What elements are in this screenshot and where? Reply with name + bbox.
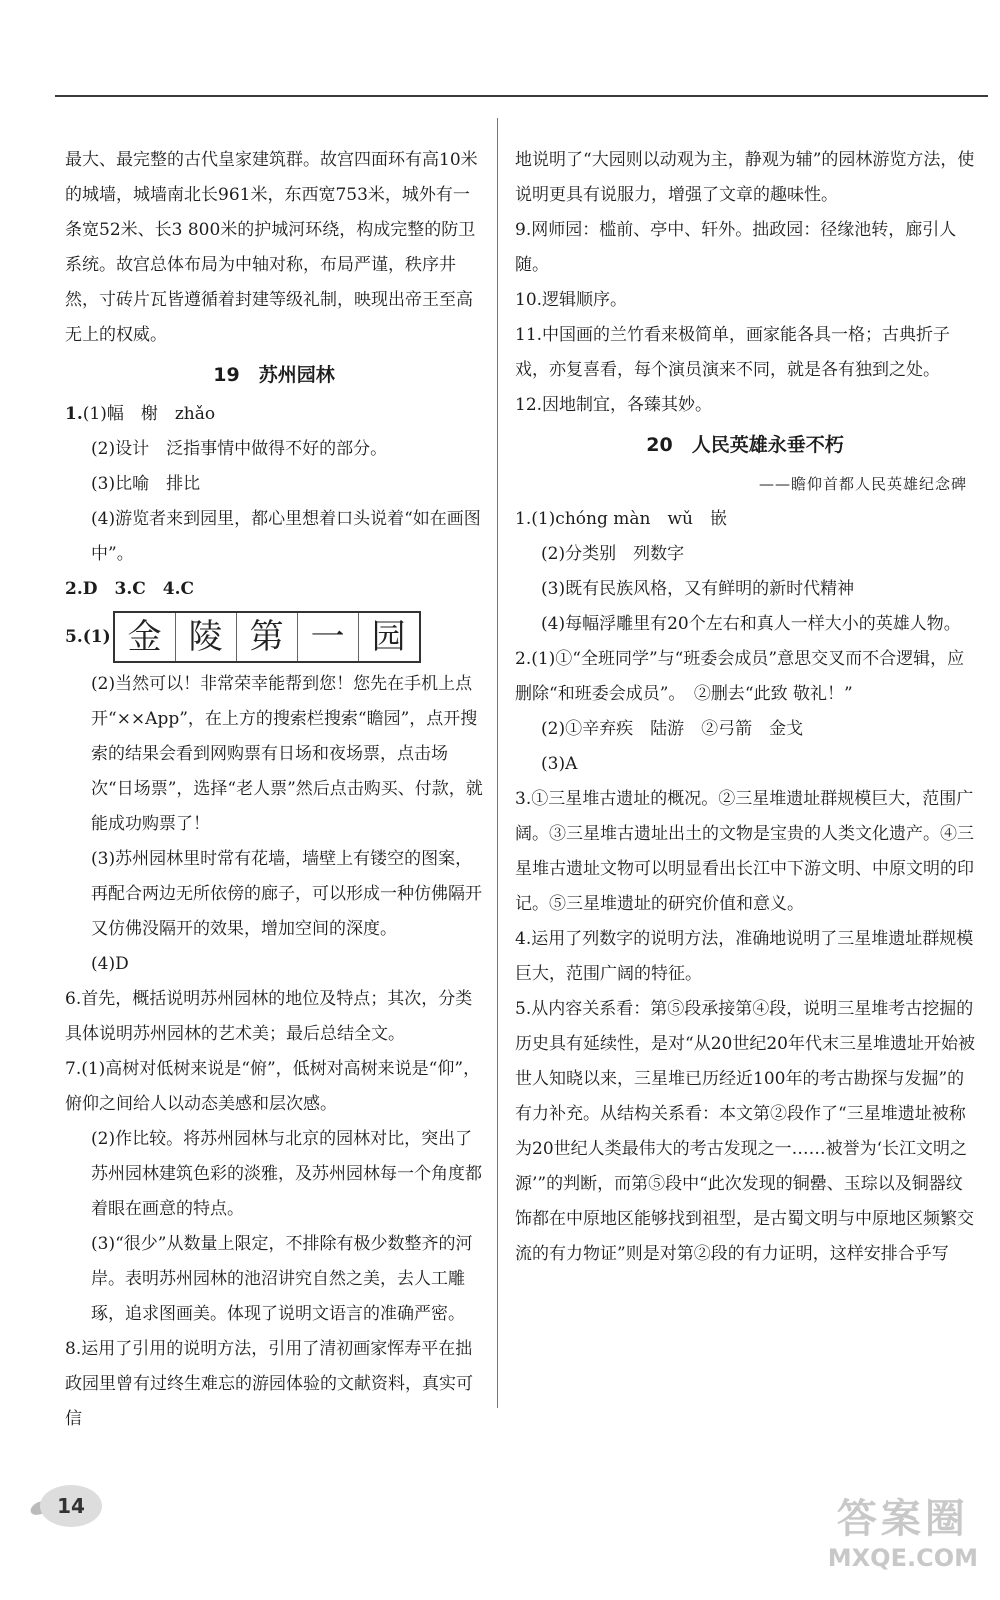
answer-7-2: (2)作比较。将苏州园林与北京的园林对比，突出了苏州园林建筑色彩的淡雅，及苏州园林每一个角度都着眼在画意的特点。 [91,1129,482,1219]
answer-2-4: 2.D 3.C 4.C [65,579,195,599]
continued-text: 最大、最完整的古代皇家建筑群。故宫四面环有高10米的城墙，城墙南北长961米，东西宽753米，城外有一条宽52米、长3 800米的护城河环绕，构成完整的防卫系统。故宫总体布局为中轴对称，布局严谨，秩序井然，寸砖片瓦皆遵循着封建等级礼制，映现出帝王至高无上的权威。 [65,150,478,345]
answer-1-2: (2)设计 泛指事情中做得不好的部分。 [91,439,388,459]
answer-7-1: 7.(1)高树对低树来说是“俯”，低树对高树来说是“仰”，俯仰之间给人以动态美感和层次感。 [65,1059,481,1114]
calligraphy-char: 园 [371,617,406,657]
answer-2-1: 2.(1)①“全班同学”与“班委会成员”意思交叉而不合逻辑，应删除“和班委会成员”。 ②删去“此致 敬礼！” [515,649,965,704]
answer-1-2: (2)分类别 列数字 [541,544,685,564]
watermark [828,1487,978,1572]
answer-12: 12.因地制宜，各臻其妙。 [515,395,713,415]
answer-5: 5.从内容关系看：第⑤段承接第④段，说明三星堆考古挖掘的历史具有延续性，是对“从20世纪20年代末三星堆遗址开始被世人知晓以来，三星堆已历经近100年的考古勘探与发掘”的有力补充。从结构关系看：本文第②段作了“三星堆遗址被称为20世纪人类最伟大的考古发现之一……被誉为‘长江文明之源’”的判断，而第⑤段中“此次发现的铜罍、玉琮以及铜器纹饰都在中原地区能够找到祖型，是古蜀文明与中原地区频繁交流的有力物证”则是对第②段的有力证明，这样安排合乎写 [515,999,975,1264]
answer-number: 1. [65,404,83,424]
answer-9: 9.网师园：槛前、亭中、轩外。拙政园：径缘池转，廊引人随。 [515,220,957,275]
answer-1-1 [65,397,483,432]
answer-5-4: (4)D [91,954,129,974]
answer-1-4: (4)每幅浮雕里有20个左右和真人一样大小的英雄人物。 [541,614,961,634]
answer-8: 8.运用了引用的说明方法，引用了清初画家恽寿平在拙政园里曾有过终生难忘的游园体验的文献资料，真实可信 [65,1339,473,1429]
section-subtitle: ——瞻仰首都人民英雄纪念碑 [758,475,967,493]
answer-5-2: (2)当然可以！非常荣幸能帮到您！您先在手机上点开“××App”，在上方的搜索栏搜索“瞻园”，点开搜索的结果会看到网购票有日场和夜场票，点击场次“日场票”，选择“老人票”然后点击购买、付款，就能成功购票了！ [91,674,483,834]
section-title-19: 19 苏州园林 [213,364,335,386]
answer-1-3: (3)比喻 排比 [91,474,201,494]
answer-7-3: (3)“很少”从数量上限定，不排除有极少数整齐的河岸。表明苏州园林的池沼讲究自然之美，去人工雕琢，追求图画美。体现了说明文语言的准确严密。 [91,1234,473,1324]
calligraphy-char: 金 [115,613,176,661]
calligraphy-char: 陵 [176,613,237,661]
answer-1-4: (4)游览者来到园里，都心里想着口头说着“如在画图中”。 [91,509,481,564]
answer-1-1-text: (1)幅 榭 zhǎo [82,404,216,424]
answer-5-label: 5.(1) [65,626,111,647]
section-title-20: 20 人民英雄永垂不朽 [646,434,844,456]
answer-1-1: 1.(1)chóng màn wǔ 嵌 [515,509,727,529]
page-number: 14 [40,1485,102,1527]
answer-2-2: (2)①辛弃疾 陆游 ②弓箭 金戈 [541,719,804,739]
column-divider [497,118,498,1408]
answer-10: 10.逻辑顺序。 [515,290,628,310]
answer-4: 4.运用了列数字的说明方法，准确地说明了三星堆遗址群规模巨大，范围广阔的特征。 [515,929,974,984]
answer-11: 11.中国画的兰竹看来极简单，画家能各具一格；古典折子戏，亦复喜看，每个演员演来不同，就是各有独到之处。 [515,325,951,380]
calligraphy-box [113,611,421,663]
top-rule [55,95,988,97]
answer-6: 6.首先，概括说明苏州园林的地位及特点；其次，分类具体说明苏州园林的艺术美；最后总结全文。 [65,989,473,1044]
calligraphy-char: 一 [298,613,359,661]
watermark-url: MXQE.COM [827,1544,978,1572]
answer-3: 3.①三星堆古遗址的概况。②三星堆遗址群规模巨大，范围广阔。③三星堆古遗址出土的文物是宝贵的人类文化遗产。④三星堆古遗址文物可以明显看出长江中下游文明、中原文明的印记。⑤三星堆遗址的研究价值和意义。 [515,789,974,914]
calligraphy-char: 第 [237,613,298,661]
answer-5-3: (3)苏州园林里时常有花墙，墙壁上有镂空的图案，再配合两边无所依傍的廊子，可以形成一种仿佛隔开又仿佛没隔开的效果，增加空间的深度。 [91,849,482,939]
continued-text: 地说明了“大园则以动观为主，静观为辅”的园林游览方法，使说明更具有说服力，增强了文章的趣味性。 [515,150,975,205]
right-column [515,143,975,1272]
left-column [65,143,483,1437]
answer-5-1 [65,607,483,667]
answer-1-3: (3)既有民族风格，又有鲜明的新时代精神 [541,579,855,599]
answer-2-3: (3)A [541,754,578,774]
watermark-text: 答案圈 [836,1496,969,1542]
